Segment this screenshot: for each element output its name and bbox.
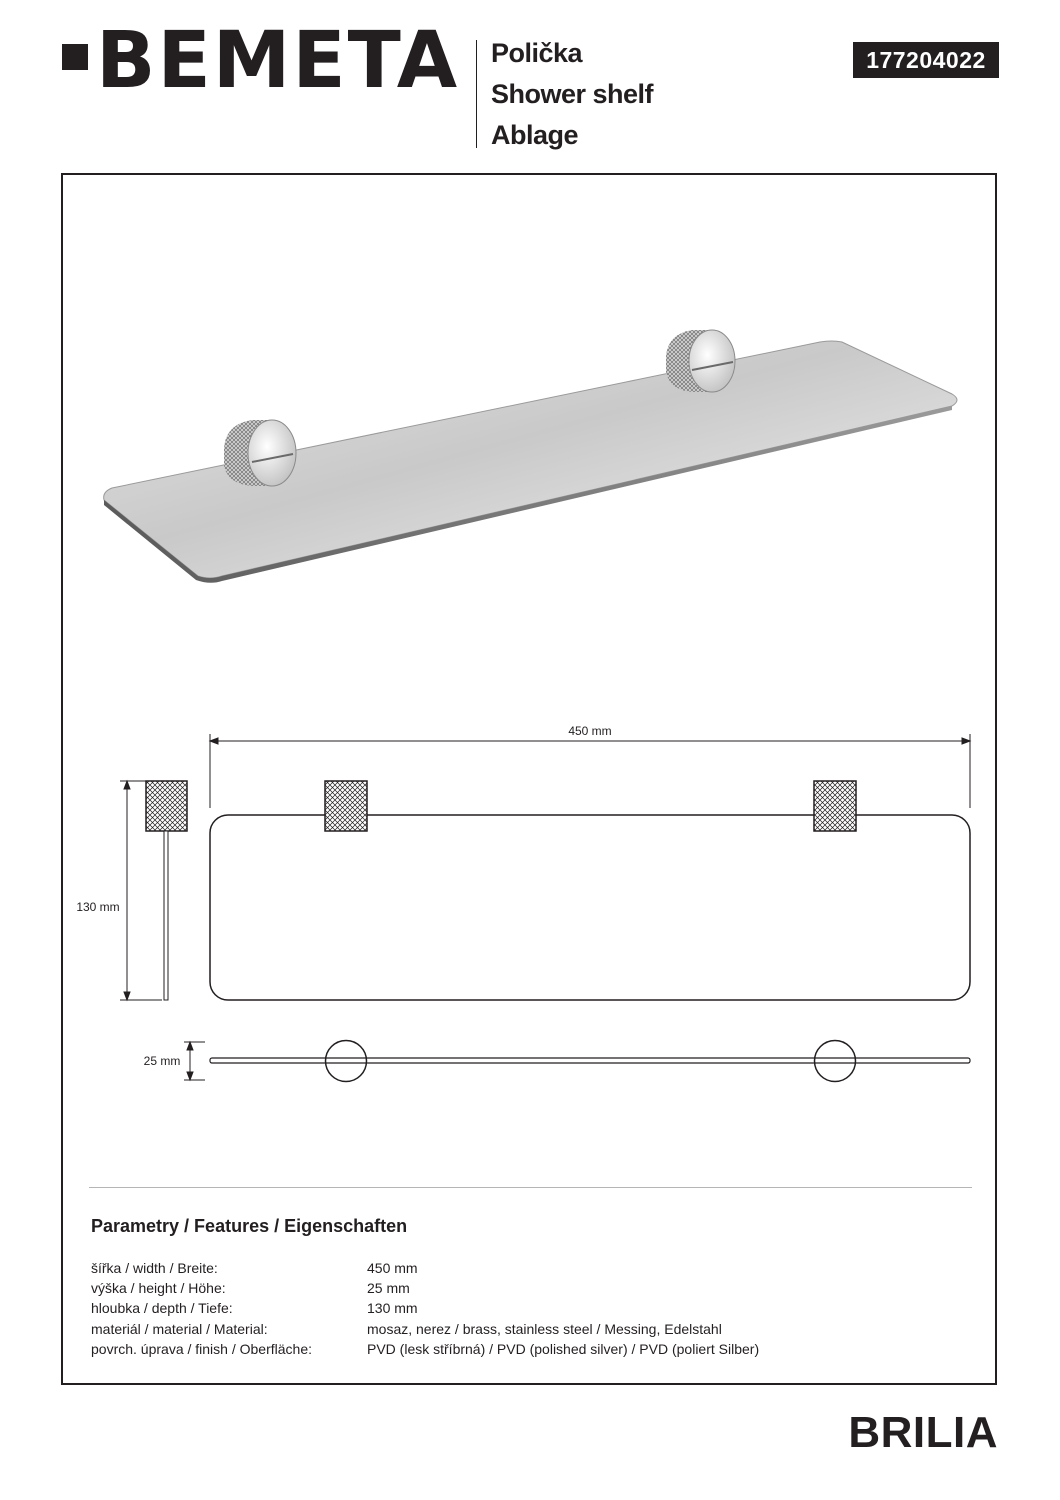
height-dimension — [184, 1042, 205, 1080]
spec-label: hloubka / depth / Tiefe: — [91, 1300, 233, 1316]
spec-label: povrch. úprava / finish / Oberfläche: — [91, 1341, 312, 1357]
height-dimension-label: 25 mm — [143, 1054, 181, 1068]
features-divider — [89, 1187, 972, 1188]
spec-label: šířka / width / Breite: — [91, 1260, 218, 1276]
top-view — [210, 781, 970, 1000]
logo-mark — [62, 44, 88, 70]
spec-value: PVD (lesk stříbrná) / PVD (polished silver) / PVD (poliert Silber) — [367, 1341, 760, 1357]
title-de: Ablage — [491, 120, 579, 150]
features-title: Parametry / Features / Eigenschaften — [91, 1216, 408, 1236]
shelf-photo — [104, 330, 957, 583]
holder-left-photo — [224, 420, 296, 486]
collection-name: BRILIA — [848, 1408, 998, 1457]
product-drawing — [63, 175, 995, 1185]
header-divider — [476, 40, 477, 148]
side-view — [146, 781, 187, 1000]
spec-value: 130 mm — [367, 1300, 418, 1316]
spec-label: materiál / material / Material: — [91, 1321, 268, 1337]
spec-label: výška / height / Höhe: — [91, 1280, 226, 1296]
spec-value: 25 mm — [367, 1280, 410, 1296]
spec-value: 450 mm — [367, 1260, 418, 1276]
depth-dimension-label: 130 mm — [76, 900, 120, 914]
holder-right-photo — [666, 330, 735, 392]
front-view — [210, 1041, 970, 1082]
width-dimension-label: 450 mm — [568, 724, 612, 738]
title-en: Shower shelf — [491, 79, 654, 109]
product-code-badge: 177204022 — [853, 42, 999, 78]
brand-logo: BEMETA — [96, 16, 460, 106]
spec-value: mosaz, nerez / brass, stainless steel / Messing, Edelstahl — [367, 1321, 722, 1337]
holder-left-drawing — [325, 781, 367, 831]
title-cz: Polička — [491, 38, 583, 68]
holder-right-drawing — [814, 781, 856, 831]
